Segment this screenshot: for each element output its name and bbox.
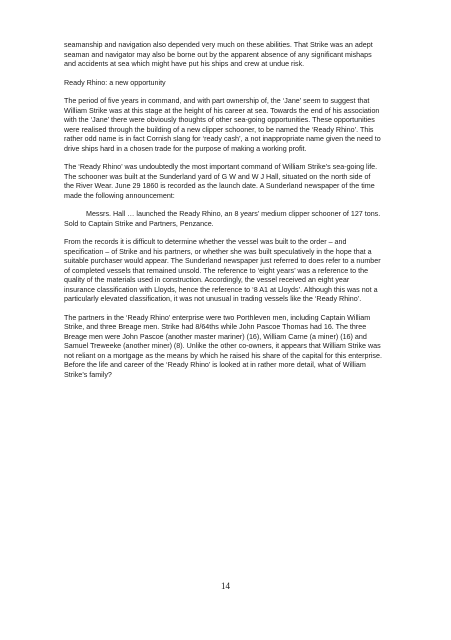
body-text bbox=[64, 41, 382, 389]
page-number: 14 bbox=[221, 581, 230, 591]
paragraph: The partners in the ‘Ready Rhino’ enterprise were two Porthleven men, including Captain William Strike, and three Breage men. Strike had 8/64ths while John Pascoe Thomas had 16. The three Breage men were John Pascoe (another master mariner) (16), William Carne (a miner) (16) and Samuel Treweeke (another miner) (8). Unlike the other co-owners, it appears that William Strike was not reliant on a mortgage as the means by which he raised his share of the capital for this enterprise. Before the life and career of the ‘Ready Rhino’ is looked at in rather more detail, what of William Strike’s family? bbox=[64, 313, 382, 379]
paragraph: The period of five years in command, and with part ownership of, the ‘Jane’ seem to suggest that William Strike was at this stage at the height of his career at sea. Towards the end of his association with the ‘Jane’ there were obviously thoughts of other sea-going opportunities. These opportunities were realised through the building of a new clipper schooner, to be named the ‘Ready Rhino’. This rather odd name is in fact Cornish slang for ‘ready cash’, a not inappropriate name given the need to drive ships hard in a chosen trade for the purpose of making a working profit. bbox=[64, 97, 381, 153]
section-heading: Ready Rhino: a new opportunity bbox=[64, 78, 166, 87]
paragraph: From the records it is difficult to determine whether the vessel was built to the order – and specification – of Strike and his partners, or whether she was built speculatively in the hope that a suitable purchaser would appear. The Sunderland newspaper just referred to does refer to a number of completed vessels that remained unsold. The reference to ‘eight years’ was a reference to the quality of the materials used in construction. Accordingly, the vessel received an eight year insurance classification with Lloyds, hence the reference to ‘8 A1 at Lloyds’. Although this was not a particularly elevated classification, it was not unusual in trading vessels like the ‘Ready Rhino’. bbox=[64, 238, 381, 303]
paragraph: The ‘Ready Rhino’ was undoubtedly the most important command of William Strike’s sea-going life. The schooner was built at the Sunderland yard of G W and W J Hall, situated on the north side of the River Wear. June 29 1860 is recorded as the launch date. A Sunderland newspaper of the time made the following announcement: bbox=[64, 163, 378, 200]
newspaper-quote: Messrs. Hall … launched the Ready Rhino, an 8 years’ medium clipper schooner of 127 tons. Sold to Captain Strike and Partners, Penzance. bbox=[64, 210, 381, 228]
paragraph: seamanship and navigation also depended very much on these abilities. That Strike was an adept seaman and navigator may also be borne out by the apparent absence of any significant mishaps and accidents at sea which might have put his ships and crew at undue risk. bbox=[64, 41, 373, 68]
